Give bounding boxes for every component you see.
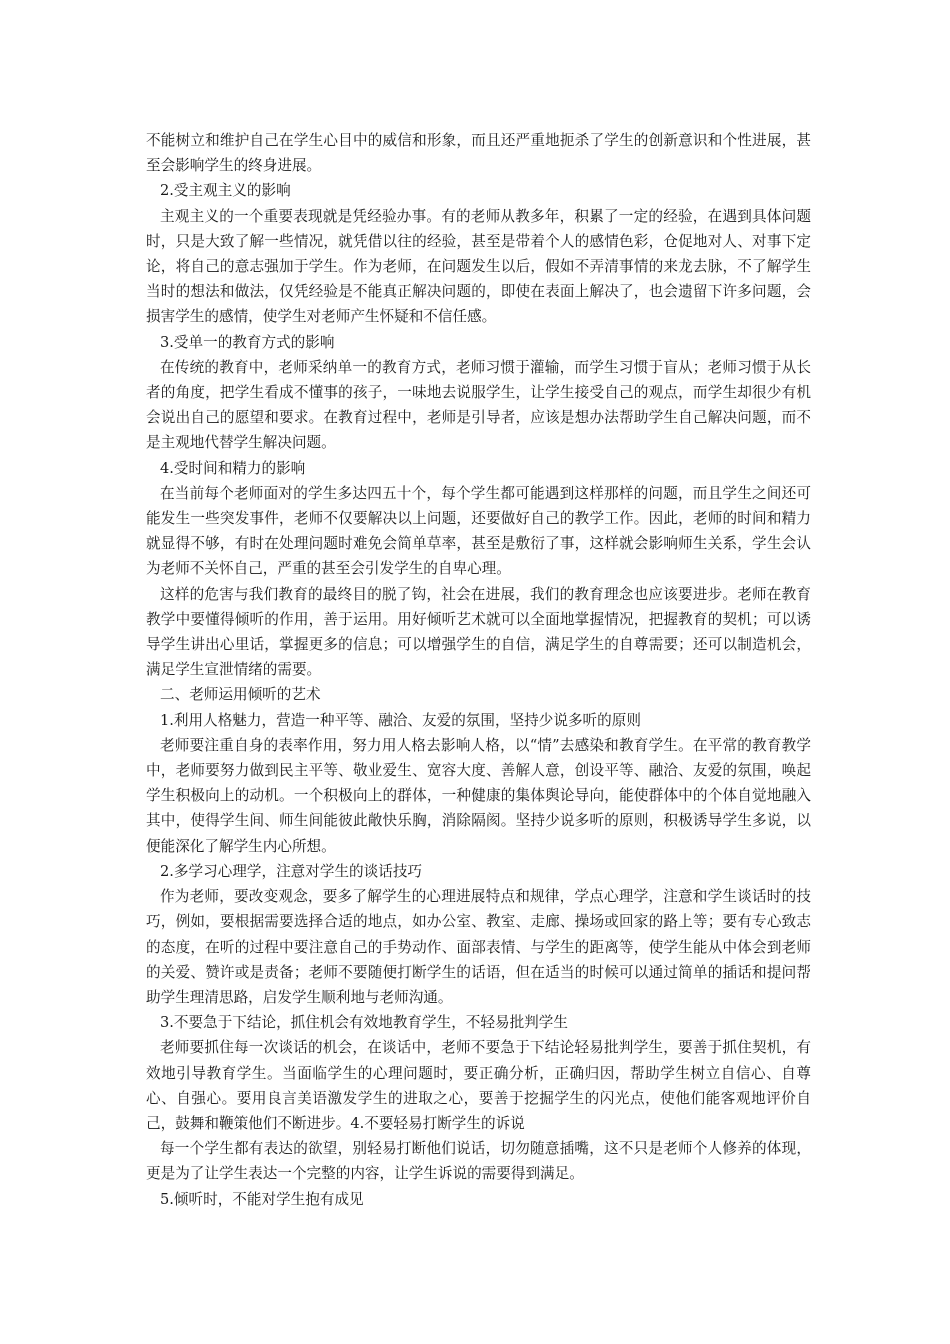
section-heading-listening-art: 二、老师运用倾听的艺术 xyxy=(160,686,321,704)
subheading-time-energy: 4.受时间和精力的影响 xyxy=(160,459,306,477)
paragraph-no-rush: 老师要抓住每一次谈话的机会，在谈话中，老师不要急于下结论轻易批判学生，要善于抓住契机，有效地引导教育学生。当面临学生的心理问题时，要正确分析，正确归因，帮助学生树立自信心、自尊心、自强心。要用良言美语激发学生的进取之心，要善于挖掘学生的闪光点，使他们能客观地评价自己，鼓舞和鞭策他们不断进步。4.不要轻易打断学生的诉说 xyxy=(146,1039,811,1132)
paragraph-time-energy: 在当前每个老师面对的学生多达四五十个，每个学生都可能遇到这样那样的问题，而且学生之间还可能发生一些突发事件，老师不仅要解决以上问题，还要做好自己的教学工作。因此，老师的时间和精力就显得不够，有时在处理问题时难免会简单草率，甚至是敷衍了事，这样就会影响师生关系，学生会认为老师不关怀自己，严重的甚至会引发学生的自卑心理。 xyxy=(146,484,811,578)
document-body xyxy=(146,128,811,1212)
subheading-single-method: 3.受单一的教育方式的影响 xyxy=(160,333,335,351)
subheading-psychology: 2.多学习心理学，注意对学生的谈话技巧 xyxy=(160,862,423,880)
subheading-no-rush: 3.不要急于下结论，抓住机会有效地教育学生，不轻易批判学生 xyxy=(160,1014,568,1032)
paragraph-no-interrupt: 每一个学生都有表达的欲望，别轻易打断他们说话，切勿随意插嘴，这不只是老师个人修养的体现，更是为了让学生表达一个完整的内容，让学生诉说的需要得到满足。 xyxy=(146,1140,811,1183)
paragraph-continuation: 不能树立和维护自己在学生心目中的威信和形象，而且还严重地扼杀了学生的创新意识和个性进展，甚至会影响学生的终身进展。 xyxy=(146,132,811,175)
paragraph-psychology: 作为老师，要改变观念，要多了解学生的心理进展特点和规律，学点心理学，注意和学生谈话时的技巧，例如，要根据需要选择合适的地点，如办公室、教室、走廊、操场或回家的路上等；要有专心致志的态度，在听的过程中要注意自己的手势动作、面部表情、与学生的距离等，使学生能从中体会到老师的关爱、赞许或是责备；老师不要随便打断学生的话语，但在适当的时候可以通过简单的插话和提问帮助学生理清思路，启发学生顺利地与老师沟通。 xyxy=(146,888,811,1006)
paragraph-single-method: 在传统的教育中，老师采纳单一的教育方式，老师习惯于灌输，而学生习惯于盲从；老师习惯于从长者的角度，把学生看成不懂事的孩子，一味地去说服学生，让学生接受自己的观点，而学生却很少有机会说出自己的愿望和要求。在教育过程中，老师是引导者，应该是想办法帮助学生自己解决问题，而不是主观地代替学生解决问题。 xyxy=(146,358,811,452)
paragraph-personality: 老师要注重自身的表率作用，努力用人格去影响人格，以“情”去感染和教育学生。在平常的教育教学中，老师要努力做到民主平等、敬业爱生、宽容大度、善解人意，创设平等、融洽、友爱的氛围，唤起学生积极向上的动机。一个积极向上的群体，一种健康的集体舆论导向，能使群体中的个体自觉地融入其中，使得学生间、师生间能彼此敞快乐胸，消除隔阂。坚持少说多听的原则，积极诱导学生多说，以便能深化了解学生内心所想。 xyxy=(146,736,811,855)
subheading-personality: 1.利用人格魅力，营造一种平等、融洽、友爱的氛围，坚持少说多听的原则 xyxy=(160,711,641,729)
subheading-subjectivism: 2.受主观主义的影响 xyxy=(160,182,291,200)
paragraph-harm-summary: 这样的危害与我们教育的最终目的脱了钩，社会在进展，我们的教育理念也应该要进步。老师在教育教学中要懂得倾听的作用，善于运用。用好倾听艺术就可以全面地掌握情况，把握教育的契机；可以诱导学生讲出心里话，掌握更多的信息；可以增强学生的自信，满足学生的自尊需要；还可以制造机会，满足学生宣泄情绪的需要。 xyxy=(146,585,811,679)
paragraph-subjectivism: 主观主义的一个重要表现就是凭经验办事。有的老师从教多年，积累了一定的经验，在遇到具体问题时，只是大致了解一些情况，就凭借以往的经验，甚至是带着个人的感情色彩，仓促地对人、对事下定论，将自己的意志强加于学生。作为老师，在问题发生以后，假如不弄清事情的来龙去脉，不了解学生当时的想法和做法，仅凭经验是不能真正解决问题的，即使在表面上解决了，也会遗留下许多问题，会损害学生的感情，使学生对老师产生怀疑和不信任感。 xyxy=(146,207,811,326)
subheading-no-prejudice: 5.倾听时，不能对学生抱有成见 xyxy=(160,1190,364,1208)
